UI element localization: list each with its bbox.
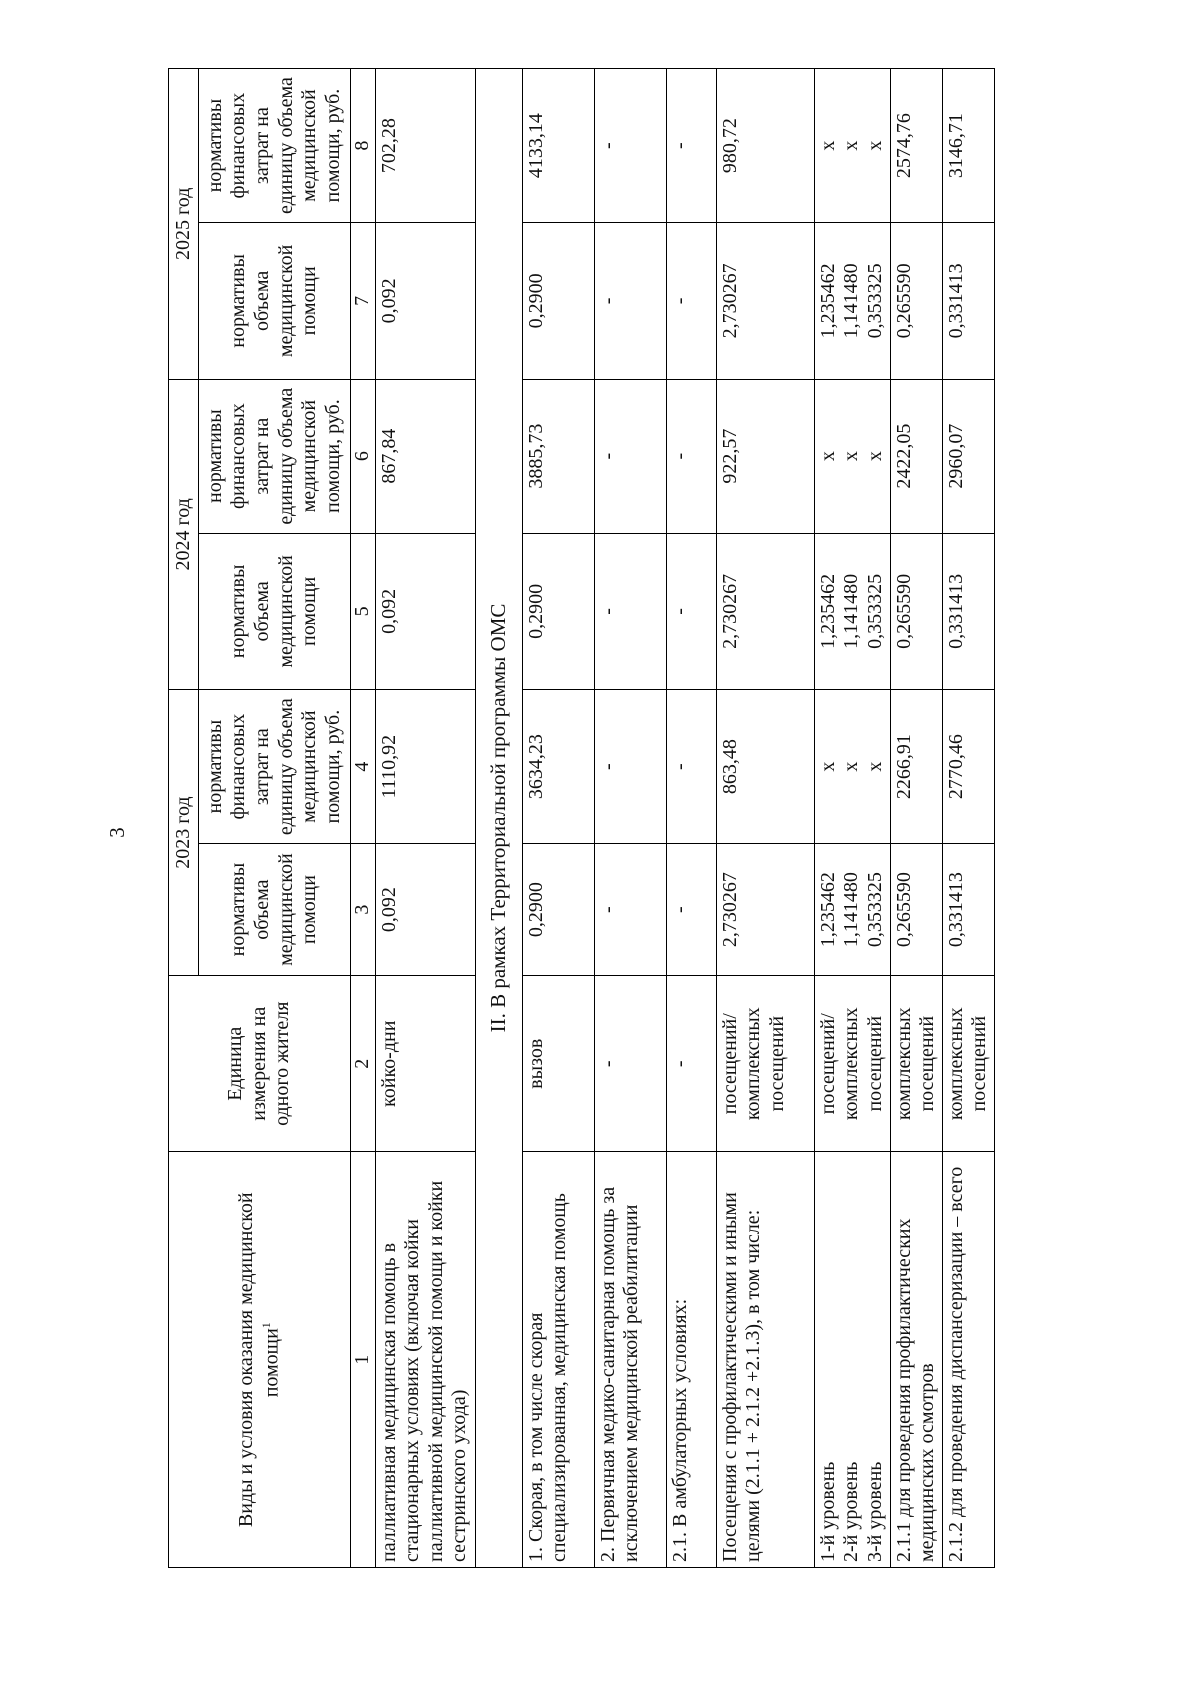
volume-2024: - [594,533,666,689]
row-unit: комплексных посещений [890,976,942,1152]
cost-2023: - [594,690,666,844]
header-kinds [169,1152,351,1568]
volume-2023: 0,2900 [522,844,594,976]
table-row-levels [814,69,890,1568]
level-name: 3-й уровень [863,1461,886,1562]
row-name: 2.1. В амбулаторных условиях: [666,1152,716,1568]
level-value: х [816,761,839,772]
cost-2025 [814,69,890,223]
norms-table [168,68,995,1568]
row-name: 2.1.2 для проведения диспансеризации – всего [942,1152,994,1568]
cost-2024: 867,84 [375,379,475,533]
cost-2023: 1110,92 [375,690,475,844]
volume-2023: 0,265590 [890,844,942,976]
volume-2024: 0,092 [375,533,475,689]
volume-2025: 0,331413 [942,223,994,379]
volume-2023: 0,092 [375,844,475,976]
rotated-table-container [168,68,1168,1568]
volume-2025 [814,223,890,379]
column-number: 6 [351,379,376,533]
row-name: 2.1.1 для проведения профилактических медицинских осмотров [890,1152,942,1568]
row-unit: вызов [522,976,594,1152]
row-name: 1. Скорая, в том числе скорая специализированная, медицинская помощь [522,1152,594,1568]
level-value: х [840,140,863,151]
header-year-2025: 2025 год [169,69,199,380]
cost-2025: 980,72 [716,69,814,223]
row-unit: комплексных посещений [942,976,994,1152]
row-unit: посещений/ комплексных посещений [716,976,814,1152]
column-number: 1 [351,1152,376,1568]
volume-2025: 0,2900 [522,223,594,379]
page-number: 3 [104,827,129,838]
level-value: 1,235462 [816,872,839,948]
cost-2023: 2266,91 [890,690,942,844]
row-name: паллиативная медицинская помощь в стационарных условиях (включая койки паллиативной медицинской помощи и койки сестринского ухода) [375,1152,475,1568]
column-number: 2 [351,976,376,1152]
cost-2024: - [666,379,716,533]
column-number: 3 [351,844,376,976]
table-row [942,69,994,1568]
header-volume-2025: нормативы объема медицинской помощи [199,223,351,379]
header-volume-2023: нормативы объема медицинской помощи [199,844,351,976]
level-value: х [863,761,886,772]
cost-2023: 2770,46 [942,690,994,844]
table-row [716,69,814,1568]
cost-2024: 2960,07 [942,379,994,533]
level-value: 1,235462 [816,573,839,649]
header-volume-2024: нормативы объема медицинской помощи [199,533,351,689]
table-row [594,69,666,1568]
header-cost-2023: нормативы финансовых затрат на единицу объема медицинской помощи, руб. [199,690,351,844]
row-name: Посещения с профилактическими и иными целями (2.1.1 + 2.1.2 +2.1.3), в том числе: [716,1152,814,1568]
cost-2025: 3146,71 [942,69,994,223]
row-name [814,1152,890,1568]
row-unit: - [594,976,666,1152]
volume-2025: - [594,223,666,379]
cost-2025: 2574,76 [890,69,942,223]
header-cost-2024: нормативы финансовых затрат на единицу объема медицинской помощи, руб. [199,379,351,533]
section-row [475,69,522,1568]
level-value: 0,353325 [863,573,886,649]
volume-2024: 2,730267 [716,533,814,689]
level-value: х [816,451,839,462]
level-value: х [863,140,886,151]
volume-2024: 0,265590 [890,533,942,689]
cost-2024: 922,57 [716,379,814,533]
volume-2023: - [666,844,716,976]
table-row [522,69,594,1568]
column-number: 7 [351,223,376,379]
cost-2024: - [594,379,666,533]
volume-2025: 0,265590 [890,223,942,379]
level-name: 2-й уровень [840,1461,863,1562]
level-value: х [840,761,863,772]
level-value: 1,141480 [840,263,863,339]
level-value: 1,141480 [840,872,863,948]
volume-2024 [814,533,890,689]
table-row [375,69,475,1568]
header-unit: Единица измерения на одного жителя [169,976,351,1152]
column-number: 4 [351,690,376,844]
volume-2025: 2,730267 [716,223,814,379]
cost-2023: 3634,23 [522,690,594,844]
section-title: II. В рамках Территориальной программы ОМС [475,69,522,1568]
footnote-mark: 1 [258,1322,273,1329]
volume-2025: 0,092 [375,223,475,379]
column-numbers-row [351,69,376,1568]
level-name: 1-й уровень [816,1461,839,1562]
volume-2023: - [594,844,666,976]
cost-2023: 863,48 [716,690,814,844]
level-value: 1,141480 [840,573,863,649]
volume-2024: - [666,533,716,689]
header-year-2024: 2024 год [169,379,199,690]
column-number: 8 [351,69,376,223]
cost-2025: 702,28 [375,69,475,223]
table-row [890,69,942,1568]
cost-2025: 4133,14 [522,69,594,223]
volume-2023: 2,730267 [716,844,814,976]
cost-2024: 3885,73 [522,379,594,533]
cost-2023 [814,690,890,844]
table-row [666,69,716,1568]
column-number: 5 [351,533,376,689]
level-value: х [863,451,886,462]
volume-2023: 0,331413 [942,844,994,976]
row-unit: посещений/ комплексных посещений [814,976,890,1152]
row-name: 2. Первичная медико-санитарная помощь за исключением медицинской реабилитации [594,1152,666,1568]
level-value: 0,353325 [863,263,886,339]
cost-2025: - [594,69,666,223]
level-value: 1,235462 [816,263,839,339]
volume-2024: 0,331413 [942,533,994,689]
level-value: х [816,140,839,151]
cost-2024: 2422,05 [890,379,942,533]
header-year-2023: 2023 год [169,690,199,976]
row-unit: - [666,976,716,1152]
cost-2025: - [666,69,716,223]
volume-2024: 0,2900 [522,533,594,689]
level-value: х [840,451,863,462]
volume-2025: - [666,223,716,379]
volume-2023 [814,844,890,976]
row-unit: койко-дни [375,976,475,1152]
cost-2023: - [666,690,716,844]
header-cost-2025: нормативы финансовых затрат на единицу объема медицинской помощи, руб. [199,69,351,223]
cost-2024 [814,379,890,533]
header-kinds-label: Виды и условия оказания медицинской помощи [235,1192,283,1528]
level-value: 0,353325 [863,872,886,948]
